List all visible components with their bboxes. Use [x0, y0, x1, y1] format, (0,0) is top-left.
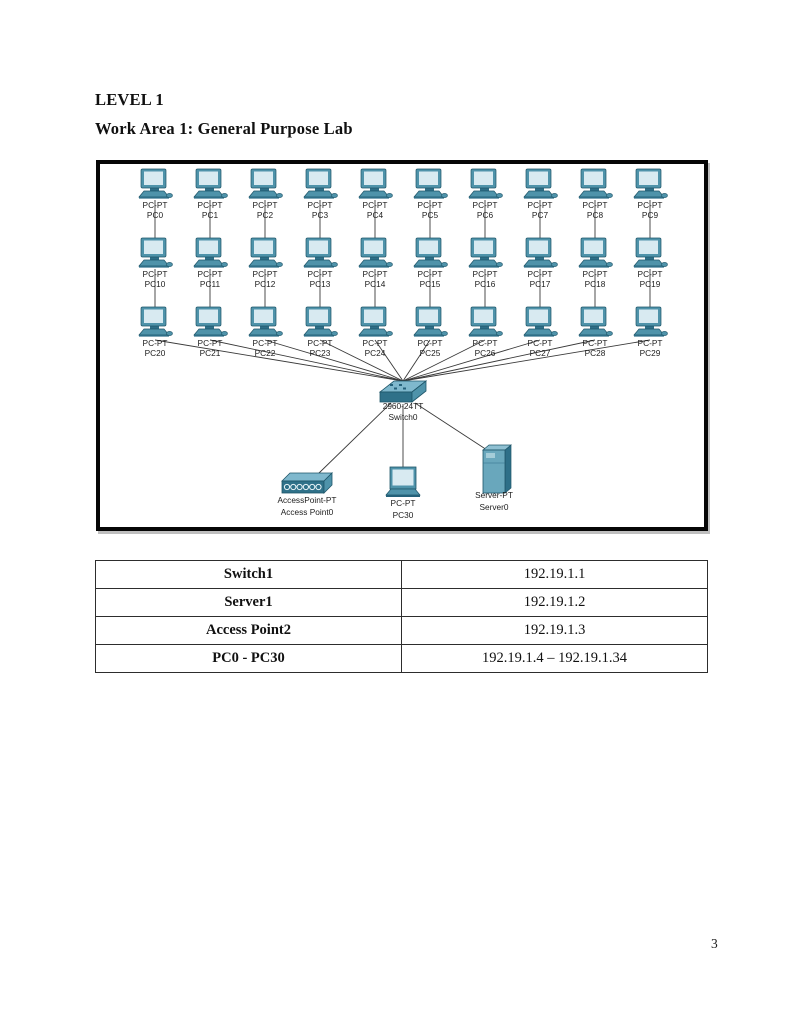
pc-name-label: PC11	[199, 279, 221, 289]
pc-model-label: PC-PT	[307, 269, 333, 279]
laptop-name-label: PC30	[392, 510, 414, 520]
desktop-pc-icon	[304, 169, 338, 199]
pc-name-label: PC2	[256, 210, 274, 220]
pc-name-label: PC10	[144, 279, 166, 289]
desktop-pc-icon	[634, 169, 668, 199]
device-name-cell: Server1	[96, 589, 402, 617]
pc-name-label: PC22	[254, 348, 276, 358]
desktop-pc-icon	[249, 307, 283, 337]
desktop-pc-icon	[414, 307, 448, 337]
pc-name-label: PC27	[529, 348, 551, 358]
pc-model-label: PC-PT	[362, 338, 388, 348]
ip-address-cell: 192.19.1.1	[402, 561, 708, 589]
pc-name-label: PC20	[144, 348, 166, 358]
device-name-cell: Access Point2	[96, 617, 402, 645]
pc-model-label: PC-PT	[637, 269, 663, 279]
switch-icon	[380, 381, 426, 402]
pc-model-label: PC-PT	[637, 200, 663, 210]
pc-name-label: PC25	[419, 348, 441, 358]
desktop-pc-icon	[194, 307, 228, 337]
pc-name-label: PC1	[201, 210, 219, 220]
pc-model-label: PC-PT	[527, 269, 553, 279]
pc-name-label: PC3	[311, 210, 329, 220]
pc-name-label: PC12	[254, 279, 276, 289]
pc-name-label: PC19	[639, 279, 661, 289]
pc-name-label: PC26	[474, 348, 496, 358]
pc-model-label: PC-PT	[527, 338, 553, 348]
pc-name-label: PC17	[529, 279, 551, 289]
pc-model-label: PC-PT	[142, 338, 168, 348]
desktop-pc-icon	[249, 169, 283, 199]
pc-name-label: PC5	[421, 210, 439, 220]
pc-model-label: PC-PT	[527, 200, 553, 210]
pc-name-label: PC0	[146, 210, 164, 220]
pc-model-label: PC-PT	[417, 200, 443, 210]
pc-name-label: PC14	[364, 279, 386, 289]
pc-name-label: PC18	[584, 279, 606, 289]
desktop-pc-icon	[634, 238, 668, 268]
pc-model-label: PC-PT	[197, 269, 223, 279]
pc-model-label: PC-PT	[472, 200, 498, 210]
table-row	[96, 617, 708, 645]
laptop-model-label: PC-PT	[390, 498, 416, 508]
pc-model-label: PC-PT	[252, 338, 278, 348]
desktop-pc-icon	[469, 238, 503, 268]
switch-model-label: 2960-24TT	[382, 401, 424, 411]
cable-lines-layer	[155, 200, 650, 474]
desktop-pc-icon	[524, 238, 558, 268]
pc-model-label: PC-PT	[637, 338, 663, 348]
desktop-pc-icon	[304, 307, 338, 337]
pc-model-label: PC-PT	[197, 338, 223, 348]
ip-address-cell: 192.19.1.3	[402, 617, 708, 645]
network-diagram-panel	[96, 160, 708, 531]
desktop-pc-icon	[579, 169, 613, 199]
desktop-pc-icon	[469, 307, 503, 337]
pc-model-label: PC-PT	[472, 269, 498, 279]
desktop-pc-icon	[524, 307, 558, 337]
pc-name-label: PC16	[474, 279, 496, 289]
ip-address-cell: 192.19.1.4 – 192.19.1.34	[402, 645, 708, 673]
desktop-pc-icon	[249, 238, 283, 268]
desktop-pc-icon	[414, 169, 448, 199]
level-heading: LEVEL 1	[95, 90, 164, 109]
cable-line	[318, 403, 391, 474]
access-point-icon	[282, 473, 332, 493]
table-row	[96, 589, 708, 617]
pc-model-label: PC-PT	[362, 200, 388, 210]
desktop-pc-icon	[194, 238, 228, 268]
device-name-cell: Switch1	[96, 561, 402, 589]
pc-model-label: PC-PT	[307, 338, 333, 348]
pc-name-label: PC4	[366, 210, 384, 220]
ip-assignment-table	[95, 560, 708, 673]
cable-line	[415, 403, 487, 450]
server-model-label: Server-PT	[475, 490, 513, 500]
desktop-pc-icon	[359, 238, 393, 268]
laptop-icon	[386, 467, 420, 497]
desktop-pc-icon	[139, 238, 173, 268]
network-topology-diagram	[100, 164, 704, 527]
access-point-model-label: AccessPoint-PT	[277, 495, 337, 505]
desktop-pc-icon	[139, 307, 173, 337]
page-number: 3	[711, 936, 718, 951]
pc-model-label: PC-PT	[472, 338, 498, 348]
desktop-pc-icon	[194, 169, 228, 199]
desktop-pc-icon	[524, 169, 558, 199]
pc-model-label: PC-PT	[417, 338, 443, 348]
pc-model-label: PC-PT	[142, 200, 168, 210]
desktop-pc-icon	[359, 307, 393, 337]
pc-name-label: PC15	[419, 279, 441, 289]
pc-name-label: PC6	[476, 210, 494, 220]
desktop-pc-icon	[469, 169, 503, 199]
pc-model-label: PC-PT	[582, 200, 608, 210]
server-icon	[483, 445, 511, 493]
pc-model-label: PC-PT	[307, 200, 333, 210]
device-name-cell: PC0 - PC30	[96, 645, 402, 673]
pc-name-label: PC29	[639, 348, 661, 358]
pc-name-label: PC28	[584, 348, 606, 358]
pc-name-label: PC13	[309, 279, 331, 289]
ip-address-cell: 192.19.1.2	[402, 589, 708, 617]
server-name-label: Server0	[479, 502, 509, 512]
desktop-pc-icon	[139, 169, 173, 199]
pc-model-label: PC-PT	[582, 338, 608, 348]
pc-model-label: PC-PT	[252, 269, 278, 279]
desktop-pc-icon	[359, 169, 393, 199]
pc-model-label: PC-PT	[142, 269, 168, 279]
pc-name-label: PC24	[364, 348, 386, 358]
desktop-pc-icon	[579, 307, 613, 337]
desktop-pc-icon	[304, 238, 338, 268]
table-row	[96, 561, 708, 589]
desktop-pc-icon	[634, 307, 668, 337]
pc-name-label: PC21	[199, 348, 221, 358]
pc-model-label: PC-PT	[417, 269, 443, 279]
access-point-name-label: Access Point0	[280, 507, 334, 517]
pc-model-label: PC-PT	[197, 200, 223, 210]
desktop-pc-icon	[414, 238, 448, 268]
table-row	[96, 645, 708, 673]
switch-name-label: Switch0	[388, 412, 418, 422]
pc-model-label: PC-PT	[582, 269, 608, 279]
work-area-heading: Work Area 1: General Purpose Lab	[95, 119, 353, 138]
pc-model-label: PC-PT	[252, 200, 278, 210]
pc-name-label: PC9	[641, 210, 659, 220]
desktop-pc-icon	[579, 238, 613, 268]
pc-model-label: PC-PT	[362, 269, 388, 279]
pc-name-label: PC7	[531, 210, 549, 220]
pc-name-label: PC8	[586, 210, 604, 220]
pc-name-label: PC23	[309, 348, 331, 358]
